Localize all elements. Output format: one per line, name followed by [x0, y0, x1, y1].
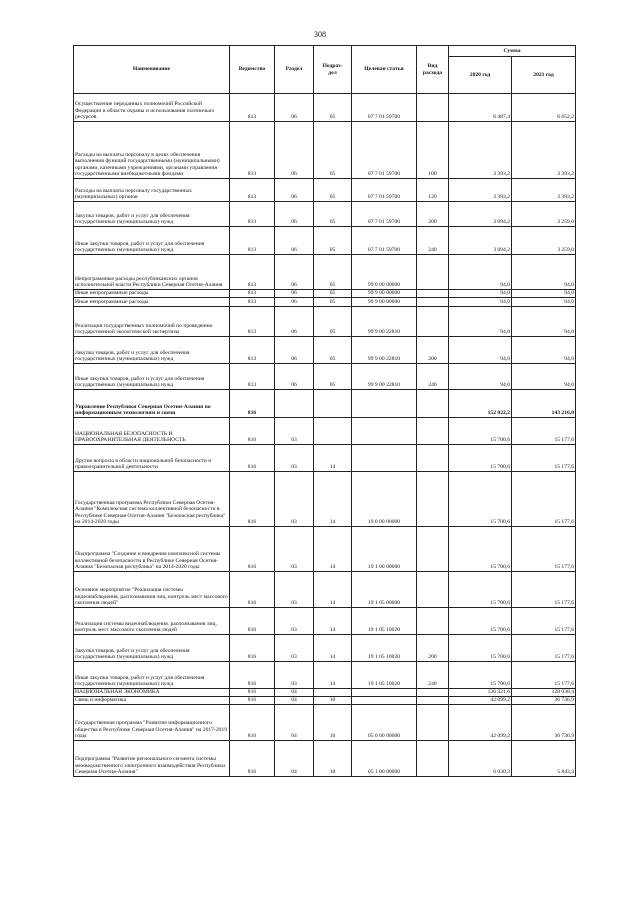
cell-name: Реализация системы видеонаблюдения, распознавания лиц, контроль мест массового скопления людей — [74, 608, 230, 635]
cell-sum-2020: 42 099,2 — [449, 697, 512, 705]
cell-cst: 07 7 01 59700 — [352, 227, 417, 255]
cell-sum-2021: 36 736,9 — [512, 697, 576, 705]
cell-razdel: 06 — [275, 202, 314, 227]
cell-sum-2021: 15 177,6 — [512, 445, 576, 472]
cell-name: Связь и информатика — [74, 697, 230, 705]
cell-ved: 816 — [230, 418, 275, 445]
table-row — [74, 689, 576, 697]
cell-podrazdel: 05 — [314, 202, 352, 227]
cell-sum-2021: 94,0 — [512, 255, 576, 290]
cell-name: Иные непрограммные расходы — [74, 298, 230, 307]
cell-podrazdel — [314, 689, 352, 697]
cell-razdel: 06 — [275, 255, 314, 290]
table-row — [74, 472, 576, 527]
cell-podrazdel: 14 — [314, 608, 352, 635]
table-row — [74, 705, 576, 741]
cell-razdel: 03 — [275, 608, 314, 635]
cell-razdel: 03 — [275, 445, 314, 472]
cell-sum-2021: 15 177,6 — [512, 635, 576, 662]
cell-ved: 813 — [230, 122, 275, 179]
cell-name: Расходы на выплаты персоналу в целях обеспечения выполнения функций государственными (муниципальными) органами, казенными учреждениями, органами управления государственными внебюджетными фондами — [74, 122, 230, 179]
cell-sum-2020: 42 099,2 — [449, 705, 512, 741]
cell-podrazdel: 05 — [314, 94, 352, 122]
cell-name: Основное мероприятие "Реализация системы видеонаблюдения, распознавания лиц, контроль мест массового скопления людей" — [74, 572, 230, 608]
cell-ved: 813 — [230, 290, 275, 298]
cell-name: Иные закупки товаров, работ и услуг для обеспечения государственных (муниципальных) нужд — [74, 662, 230, 689]
cell-cst: 07 7 01 59700 — [352, 122, 417, 179]
cell-name: Другие вопросы в области национальной безопасности и правоохранительной деятельности — [74, 445, 230, 472]
cell-cst — [352, 689, 417, 697]
cell-razdel: 03 — [275, 418, 314, 445]
cell-razdel: 04 — [275, 705, 314, 741]
cell-cst: 19 0 00 00000 — [352, 472, 417, 527]
table-row — [74, 527, 576, 572]
table-row — [74, 122, 576, 179]
cell-vid: 200 — [417, 337, 449, 364]
cell-name: НАЦИОНАЛЬНАЯ ЭКОНОМИКА — [74, 689, 230, 697]
table-row — [74, 418, 576, 445]
table-row — [74, 227, 576, 255]
cell-sum-2020: 15 700,6 — [449, 572, 512, 608]
cell-cst: 99 9 00 22810 — [352, 307, 417, 337]
cell-vid — [417, 705, 449, 741]
table-row — [74, 390, 576, 418]
cell-sum-2020: 3 393,2 — [449, 122, 512, 179]
cell-sum-2021: 94,0 — [512, 307, 576, 337]
cell-podrazdel: 14 — [314, 635, 352, 662]
cell-razdel: 03 — [275, 662, 314, 689]
col-header-razdel: Раздел — [275, 46, 314, 94]
cell-sum-2021: 3 393,2 — [512, 122, 576, 179]
cell-razdel: 04 — [275, 741, 314, 777]
cell-podrazdel: 14 — [314, 662, 352, 689]
cell-vid: 120 — [417, 179, 449, 202]
cell-name: Осуществление переданных полномочий Российской Федерации в области охраны и использования охотничьих ресурсов — [74, 94, 230, 122]
cell-cst: 19 1 05 10020 — [352, 635, 417, 662]
cell-name: Непрограммные расходы республиканских органов исполнительной власти Республики Северная Осетия-Алания — [74, 255, 230, 290]
cell-cst: 19 1 05 00000 — [352, 572, 417, 608]
cell-sum-2021: 3 393,2 — [512, 179, 576, 202]
table-row — [74, 445, 576, 472]
cell-vid — [417, 290, 449, 298]
cell-sum-2020: 3 393,2 — [449, 179, 512, 202]
cell-razdel: 06 — [275, 122, 314, 179]
cell-cst: 07 7 01 59700 — [352, 202, 417, 227]
cell-sum-2020: 152 022,2 — [449, 390, 512, 418]
cell-sum-2021: 3 259,0 — [512, 227, 576, 255]
cell-vid — [417, 94, 449, 122]
table-row — [74, 307, 576, 337]
cell-sum-2021: 3 259,0 — [512, 202, 576, 227]
cell-sum-2020: 94,0 — [449, 364, 512, 390]
cell-cst: 99 9 00 00000 — [352, 290, 417, 298]
cell-sum-2020: 15 700,6 — [449, 527, 512, 572]
cell-podrazdel: 05 — [314, 337, 352, 364]
cell-sum-2021: 15 177,6 — [512, 662, 576, 689]
col-header-podrazdel: Подраз- дел — [314, 46, 352, 94]
cell-name: Подпрограмма "Развитие регионального сегмента системы межведомственного электронного взаимодействия Республики Северная Осетия-Алания" — [74, 741, 230, 777]
cell-name: НАЦИОНАЛЬНАЯ БЕЗОПАСНОСТЬ И ПРАВООХРАНИТЕЛЬНАЯ ДЕЯТЕЛЬНОСТЬ — [74, 418, 230, 445]
cell-razdel: 06 — [275, 337, 314, 364]
cell-sum-2021: 94,0 — [512, 298, 576, 307]
table-row — [74, 697, 576, 705]
cell-cst: 19 1 05 10020 — [352, 608, 417, 635]
cell-name: Закупка товаров, работ и услуг для обеспечения государственных (муниципальных) нужд — [74, 337, 230, 364]
cell-vid — [417, 445, 449, 472]
cell-ved: 816 — [230, 390, 275, 418]
budget-table — [73, 45, 576, 777]
cell-name: Подпрограмма "Создание и внедрение комплексной системы коллективной безопасности в Республике Северная Осетия-Алания "Безопасная республика" на 2014-2020 годы — [74, 527, 230, 572]
cell-sum-2020: 15 700,6 — [449, 418, 512, 445]
cell-ved: 816 — [230, 608, 275, 635]
table-row — [74, 337, 576, 364]
cell-ved: 816 — [230, 697, 275, 705]
cell-sum-2021: 143 216,0 — [512, 390, 576, 418]
cell-vid: 200 — [417, 635, 449, 662]
cell-vid: 100 — [417, 122, 449, 179]
cell-podrazdel: 05 — [314, 298, 352, 307]
cell-vid: 240 — [417, 227, 449, 255]
cell-vid — [417, 527, 449, 572]
cell-ved: 816 — [230, 635, 275, 662]
cell-vid — [417, 390, 449, 418]
cell-sum-2021: 15 177,6 — [512, 572, 576, 608]
cell-name: Государственная программа Республики Северная Осетия-Алания "Комплексная система коллективной безопасности в Республике Северная Осетия-Алания "Безопасная республика" на 2014-2020 годы — [74, 472, 230, 527]
cell-ved: 813 — [230, 94, 275, 122]
cell-sum-2020: 94,0 — [449, 307, 512, 337]
cell-razdel: 06 — [275, 298, 314, 307]
cell-sum-2021: 15 177,6 — [512, 472, 576, 527]
table-row — [74, 741, 576, 777]
table-row — [74, 608, 576, 635]
cell-vid — [417, 697, 449, 705]
cell-cst — [352, 418, 417, 445]
cell-sum-2020: 15 700,6 — [449, 608, 512, 635]
cell-name: Закупка товаров, работ и услуг для обеспечения государственных (муниципальных) нужд — [74, 635, 230, 662]
cell-name: Реализация государственных полномочий по проведению государственной экологической экспертизы — [74, 307, 230, 337]
cell-sum-2020: 15 700,6 — [449, 472, 512, 527]
table-row — [74, 572, 576, 608]
col-header-2020: 2020 год — [449, 57, 512, 94]
cell-cst: 05 1 00 00000 — [352, 741, 417, 777]
cell-sum-2020: 94,0 — [449, 255, 512, 290]
cell-cst — [352, 390, 417, 418]
cell-ved: 816 — [230, 705, 275, 741]
cell-podrazdel: 05 — [314, 307, 352, 337]
cell-razdel: 06 — [275, 290, 314, 298]
cell-vid — [417, 572, 449, 608]
cell-vid: 240 — [417, 662, 449, 689]
cell-sum-2020: 94,0 — [449, 290, 512, 298]
cell-podrazdel: 14 — [314, 472, 352, 527]
col-header-cst: Целевая статья — [352, 46, 417, 94]
cell-sum-2021: 128 038,4 — [512, 689, 576, 697]
cell-podrazdel: 05 — [314, 364, 352, 390]
table-row — [74, 94, 576, 122]
cell-ved: 816 — [230, 527, 275, 572]
cell-razdel — [275, 390, 314, 418]
cell-sum-2020: 15 700,6 — [449, 662, 512, 689]
cell-ved: 813 — [230, 307, 275, 337]
cell-razdel: 06 — [275, 307, 314, 337]
cell-name: Иные закупки товаров, работ и услуг для обеспечения государственных (муниципальных) нужд — [74, 364, 230, 390]
cell-razdel: 03 — [275, 572, 314, 608]
cell-sum-2020: 6 487,4 — [449, 94, 512, 122]
cell-vid — [417, 418, 449, 445]
cell-sum-2020: 94,0 — [449, 337, 512, 364]
cell-podrazdel: 05 — [314, 179, 352, 202]
cell-ved: 816 — [230, 741, 275, 777]
cell-ved: 816 — [230, 472, 275, 527]
col-header-name: Наименование — [74, 46, 230, 94]
table-row — [74, 298, 576, 307]
cell-ved: 813 — [230, 337, 275, 364]
cell-cst: 07 7 01 59700 — [352, 94, 417, 122]
cell-cst: 99 0 00 00000 — [352, 255, 417, 290]
cell-sum-2020: 136 321,6 — [449, 689, 512, 697]
cell-podrazdel: 10 — [314, 741, 352, 777]
cell-name: Расходы на выплаты персоналу государственных (муниципальных) органов — [74, 179, 230, 202]
cell-podrazdel: 05 — [314, 290, 352, 298]
cell-sum-2020: 3 094,2 — [449, 227, 512, 255]
cell-podrazdel: 14 — [314, 527, 352, 572]
cell-podrazdel: 10 — [314, 705, 352, 741]
cell-cst: 99 9 00 22810 — [352, 364, 417, 390]
cell-vid — [417, 608, 449, 635]
cell-ved: 816 — [230, 689, 275, 697]
cell-sum-2021: 15 177,6 — [512, 608, 576, 635]
cell-vid — [417, 689, 449, 697]
col-header-2021: 2021 год — [512, 57, 576, 94]
cell-podrazdel — [314, 390, 352, 418]
cell-sum-2021: 94,0 — [512, 337, 576, 364]
cell-ved: 813 — [230, 202, 275, 227]
cell-razdel: 06 — [275, 94, 314, 122]
cell-name: Иные закупки товаров, работ и услуг для обеспечения государственных (муниципальных) нужд — [74, 227, 230, 255]
cell-name: Государственная программа "Развитие информационного общества в Республике Северная Осетия-Алания" на 2017-2019 годы — [74, 705, 230, 741]
cell-cst — [352, 445, 417, 472]
table-row — [74, 255, 576, 290]
cell-sum-2021: 15 177,6 — [512, 527, 576, 572]
cell-cst: 99 9 00 22810 — [352, 337, 417, 364]
cell-sum-2021: 15 177,6 — [512, 418, 576, 445]
cell-sum-2021: 94,0 — [512, 364, 576, 390]
cell-cst — [352, 697, 417, 705]
cell-name: Закупка товаров, работ и услуг для обеспечения государственных (муниципальных) нужд — [74, 202, 230, 227]
page-number: 308 — [314, 30, 326, 39]
cell-razdel: 03 — [275, 527, 314, 572]
cell-vid — [417, 472, 449, 527]
col-header-ved: Ведомство — [230, 46, 275, 94]
col-header-vid: Вид расхода — [417, 46, 449, 94]
cell-podrazdel: 05 — [314, 122, 352, 179]
table-row — [74, 202, 576, 227]
cell-vid — [417, 255, 449, 290]
cell-ved: 816 — [230, 445, 275, 472]
cell-vid — [417, 298, 449, 307]
cell-sum-2020: 6 030,3 — [449, 741, 512, 777]
cell-podrazdel: 10 — [314, 697, 352, 705]
cell-razdel: 06 — [275, 364, 314, 390]
cell-cst: 05 0 00 00000 — [352, 705, 417, 741]
cell-razdel: 04 — [275, 697, 314, 705]
cell-name: Иные непрограммные расходы — [74, 290, 230, 298]
cell-razdel: 06 — [275, 227, 314, 255]
cell-ved: 813 — [230, 227, 275, 255]
cell-ved: 816 — [230, 662, 275, 689]
cell-razdel: 03 — [275, 635, 314, 662]
col-header-summa: Сумма — [449, 46, 576, 57]
cell-vid — [417, 307, 449, 337]
cell-ved: 813 — [230, 255, 275, 290]
table-row — [74, 662, 576, 689]
cell-ved: 813 — [230, 179, 275, 202]
cell-sum-2020: 15 700,6 — [449, 635, 512, 662]
cell-sum-2021: 5 843,3 — [512, 741, 576, 777]
cell-sum-2020: 94,0 — [449, 298, 512, 307]
cell-name: Управление Республики Северная Осетия-Алания по информационным технологиям и связи — [74, 390, 230, 418]
cell-sum-2021: 6 652,2 — [512, 94, 576, 122]
cell-sum-2020: 15 700,6 — [449, 445, 512, 472]
cell-cst: 19 1 00 00000 — [352, 527, 417, 572]
cell-sum-2020: 3 094,2 — [449, 202, 512, 227]
cell-cst: 99 9 00 00000 — [352, 298, 417, 307]
cell-vid: 200 — [417, 202, 449, 227]
table-body — [74, 94, 576, 777]
table-row — [74, 364, 576, 390]
cell-cst: 07 7 01 59700 — [352, 179, 417, 202]
cell-podrazdel: 05 — [314, 227, 352, 255]
cell-sum-2021: 36 736,9 — [512, 705, 576, 741]
cell-sum-2021: 94,0 — [512, 290, 576, 298]
cell-razdel: 04 — [275, 689, 314, 697]
cell-podrazdel: 05 — [314, 255, 352, 290]
table-row — [74, 179, 576, 202]
table-row — [74, 290, 576, 298]
cell-vid: 240 — [417, 364, 449, 390]
cell-razdel: 06 — [275, 179, 314, 202]
cell-podrazdel: 14 — [314, 445, 352, 472]
cell-ved: 813 — [230, 364, 275, 390]
table-row — [74, 635, 576, 662]
cell-razdel: 03 — [275, 472, 314, 527]
cell-vid — [417, 741, 449, 777]
cell-cst: 19 1 05 10020 — [352, 662, 417, 689]
cell-ved: 816 — [230, 572, 275, 608]
cell-podrazdel: 14 — [314, 572, 352, 608]
cell-ved: 813 — [230, 298, 275, 307]
cell-podrazdel — [314, 418, 352, 445]
